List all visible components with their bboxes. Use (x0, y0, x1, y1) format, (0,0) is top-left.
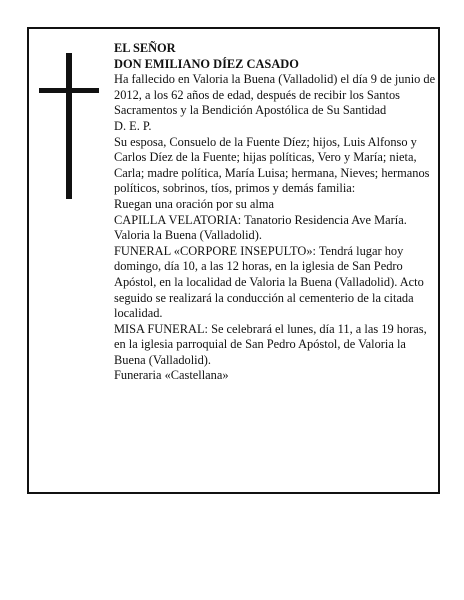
cross-horizontal-bar (39, 88, 99, 93)
obituary-notice (27, 27, 440, 494)
funeral-details: FUNERAL «CORPORE INSEPULTO»: Tendrá lugar hoy domingo, día 10, a las 12 horas, en la iglesia de San Pedro Apóstol, en la localidad de Valoria la Buena (Valladolid). Acto seguido se realizará la conducción al cementerio de la citada localidad. (114, 243, 424, 321)
funeral-mass: MISA FUNERAL: Se celebrará el lunes, día 11, a las 19 horas, en la iglesia parroquial de San Pedro Apóstol, de Valoria la Buena (Valladolid). (114, 321, 427, 367)
deceased-name: DON EMILIANO DÍEZ CASADO (114, 56, 299, 71)
prayer-request: Ruegan una oración por su alma (114, 196, 274, 211)
rip-line: D. E. P. (114, 118, 152, 133)
obituary-text (114, 41, 436, 384)
death-announcement: Ha fallecido en Valoria la Buena (Valladolid) el día 9 de junio de 2012, a los 62 años de edad, después de recibir los Santos Sacramentos y la Bendición Apostólica de Su Santidad (114, 72, 436, 118)
cross-vertical-bar (66, 53, 72, 199)
funeral-home: Funeraria «Castellana» (114, 368, 229, 383)
wake-chapel: CAPILLA VELATORIA: Tanatorio Residencia Ave María. Valoria la Buena (Valladolid). (114, 212, 407, 243)
notice-title: EL SEÑOR (114, 41, 176, 55)
family-list: Su esposa, Consuelo de la Fuente Díez; hijos, Luis Alfonso y Carlos Díez de la Fuente; hijas políticas, Vero y María; nieta, Carla; madre política, María Luisa; hermana, Nieves; hermanos políticos, sobrinos, tíos, primos y demás familia: (114, 134, 430, 196)
cross-icon (39, 53, 103, 199)
